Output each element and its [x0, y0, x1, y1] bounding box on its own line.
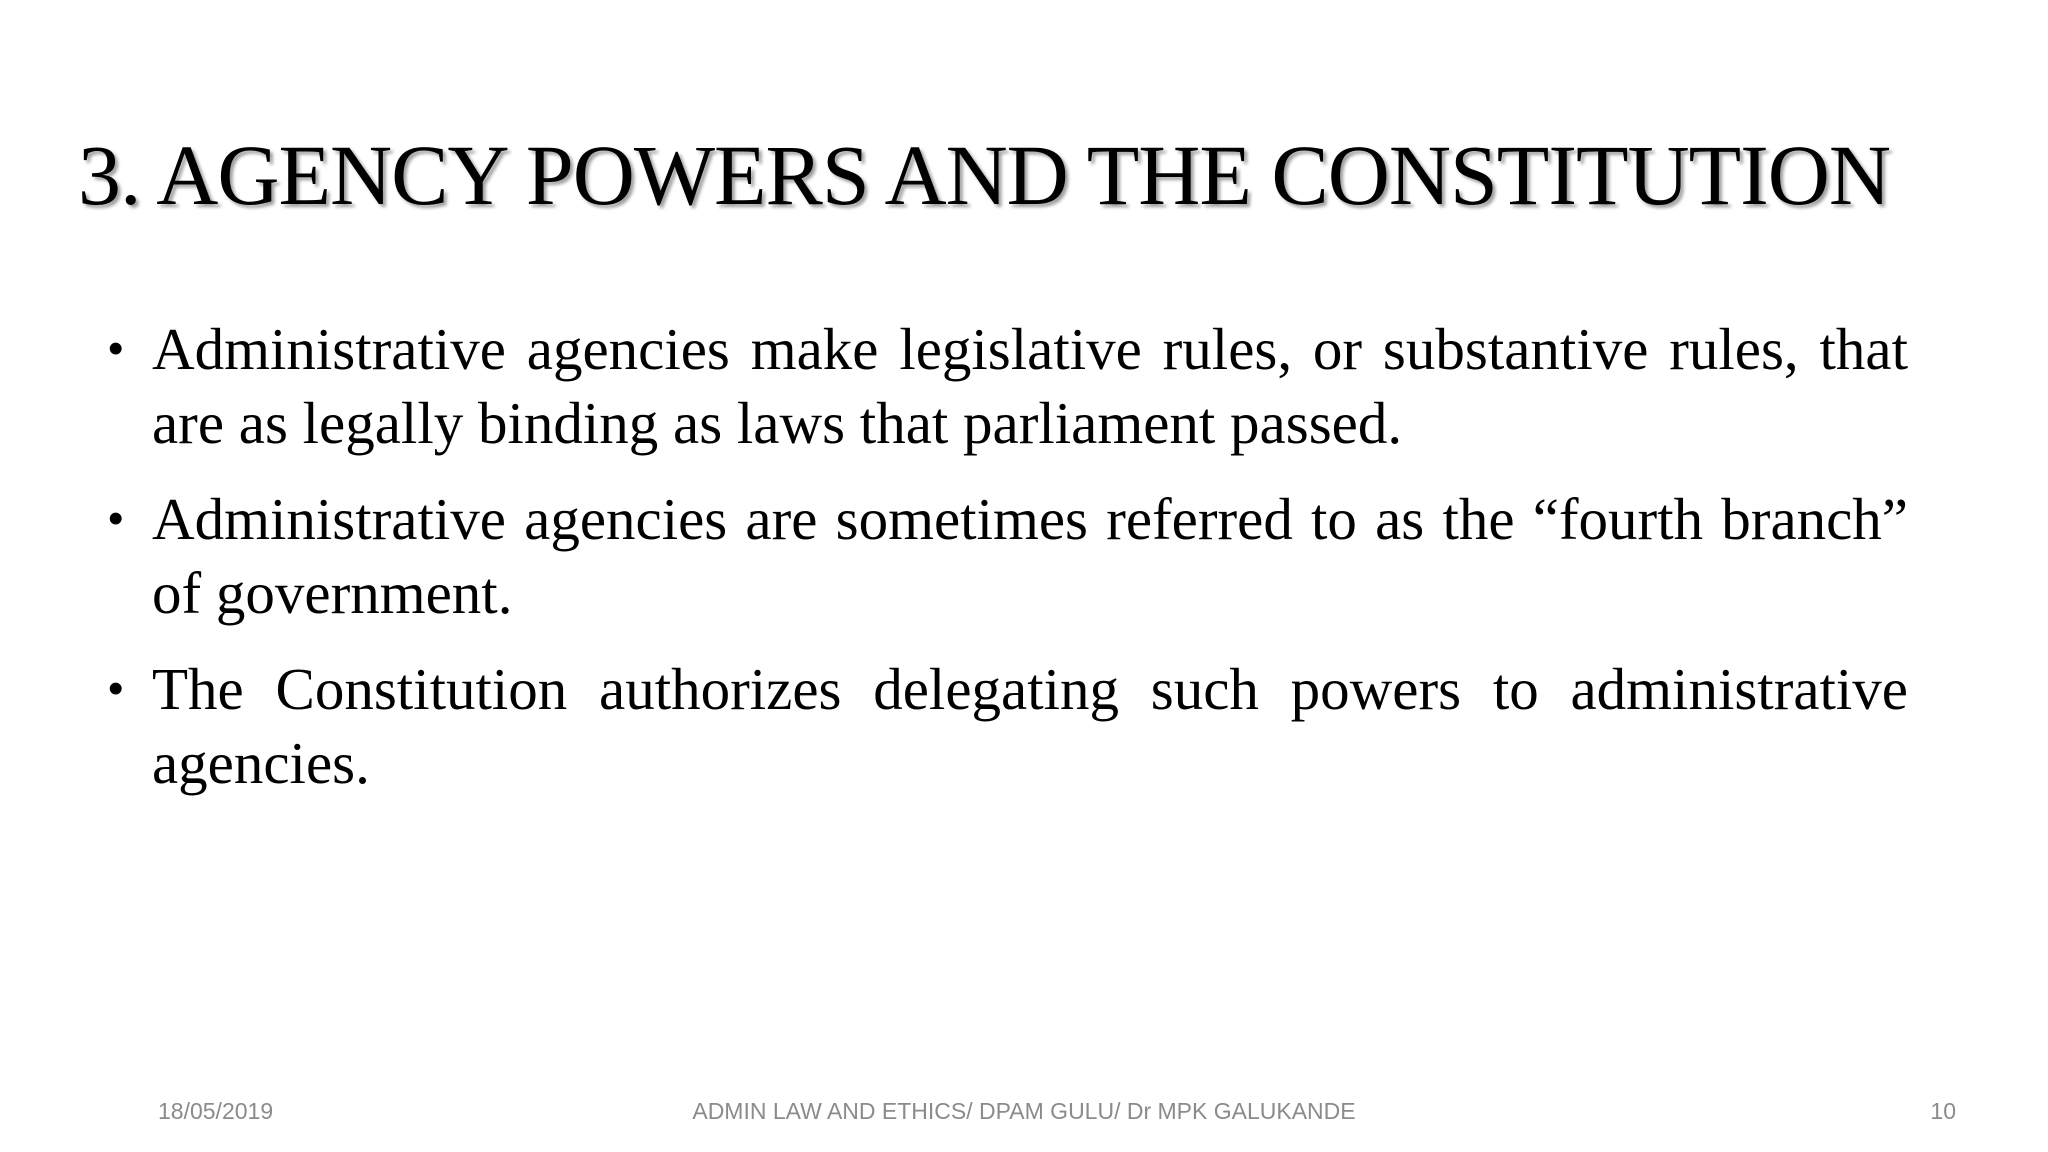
bullet-icon: •	[108, 324, 124, 373]
bullet-item	[108, 652, 1908, 800]
bullet-icon: •	[108, 494, 124, 543]
bullet-text: Administrative agencies are sometimes referred to as the “fourth branch” of government.	[152, 486, 1908, 626]
bullet-text: Administrative agencies make legislative rules, or substantive rules, that are as legally binding as laws that parliament passed.	[152, 316, 1908, 456]
bullet-list	[108, 312, 1908, 822]
footer-date: 18/05/2019	[158, 1098, 274, 1124]
bullet-item	[108, 482, 1908, 630]
bullet-text: The Constitution authorizes delegating such powers to administrative agencies.	[152, 656, 1908, 796]
bullet-icon: •	[108, 664, 124, 713]
slide-title: 3. AGENCY POWERS AND THE CONSTITUTION	[78, 127, 1890, 223]
bullet-item	[108, 312, 1908, 460]
page-number: 10	[1930, 1098, 1956, 1124]
footer-center-text: ADMIN LAW AND ETHICS/ DPAM GULU/ Dr MPK GALUKANDE	[692, 1098, 1356, 1124]
